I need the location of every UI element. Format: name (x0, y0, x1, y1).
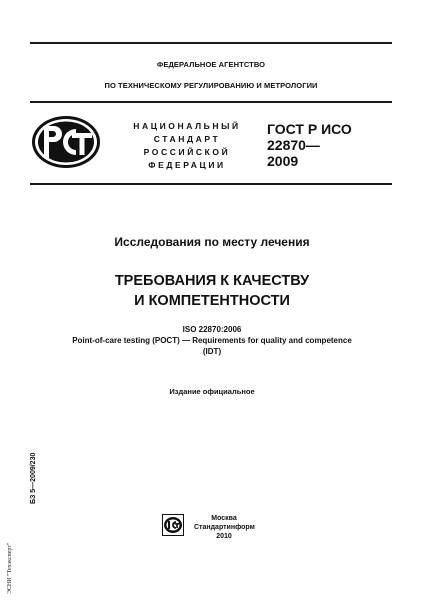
document-title-line-2: И КОМПЕТЕНТНОСТИ (134, 293, 290, 309)
designation-line-1: ГОСТ Р ИСО (267, 121, 352, 137)
publisher-year: 2010 (216, 533, 232, 540)
publisher-name: Стандартинформ (194, 524, 255, 531)
side-code: БЗ 5—2009/230 (30, 452, 37, 504)
document-subtitle: Исследования по месту лечения (114, 235, 310, 249)
logo-divider-rule (30, 183, 392, 185)
designation-line-3: 2009 (267, 153, 299, 169)
agency-line-2: ПО ТЕХНИЧЕСКОМУ РЕГУЛИРОВАНИЮ И МЕТРОЛОГИИ (104, 81, 318, 90)
watermark-text: ЭСНИ "Техэксперт" (7, 542, 13, 594)
agency-line-1: ФЕДЕРАЛЬНОЕ АГЕНТСТВО (156, 60, 266, 69)
publisher-city: Москва (211, 515, 237, 522)
national-standard-line-4: ФЕДЕРАЦИИ (148, 160, 226, 170)
iso-identity: (IDT) (202, 347, 222, 356)
document-title-line-1: ТРЕБОВАНИЯ К КАЧЕСТВУ (114, 273, 310, 289)
gost-r-logo-icon (30, 114, 102, 170)
iso-number: ISO 22870:2006 (182, 325, 242, 334)
iso-english-title: Point-of-care testing (POCT) — Requirements for quality and competence (72, 336, 352, 345)
top-rule (30, 42, 392, 44)
designation-line-2: 22870— (267, 137, 320, 153)
standartinform-logo-icon (162, 514, 184, 536)
national-standard-line-2: СТАНДАРТ (153, 134, 221, 144)
header-divider-rule (30, 101, 392, 103)
national-standard-line-1: НАЦИОНАЛЬНЫЙ (133, 121, 241, 131)
edition-note: Издание официальное (169, 387, 255, 396)
national-standard-line-3: РОССИЙСКОЙ (143, 147, 231, 157)
